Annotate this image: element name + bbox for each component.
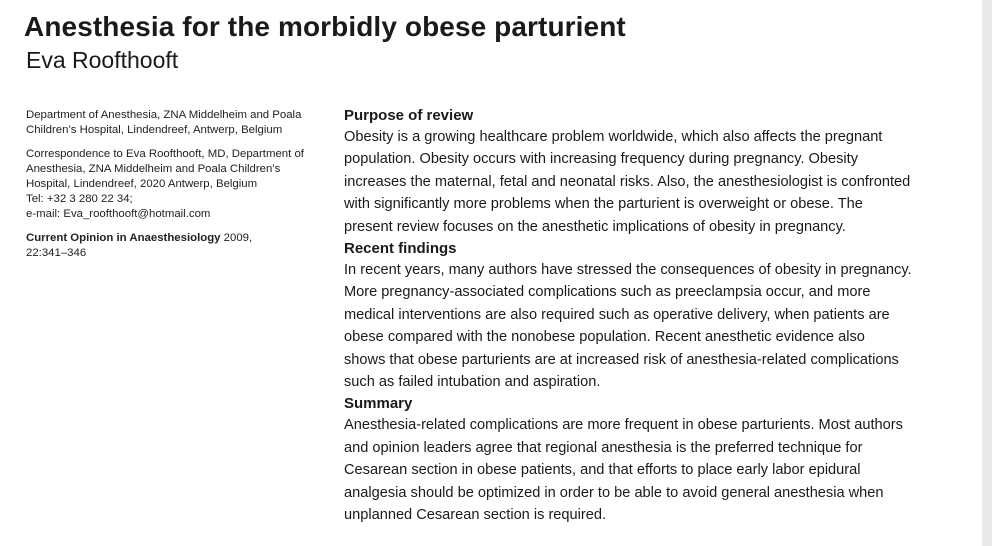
abstract-line: and opinion leaders agree that regional anesthesia is the preferred technique for [344,439,863,456]
section-recent-findings [344,238,964,393]
abstract-line: such as failed intubation and aspiration. [344,374,601,391]
section-heading: Purpose of review [344,107,474,124]
abstract-line: More pregnancy-associated complications such as preeclampsia occur, and more [344,284,871,301]
abstract-line: medical interventions are also required such as operative delivery, when patients are [344,306,890,323]
correspondence-line: Hospital, Lindendreef, 2020 Antwerp, Belgium [26,178,258,190]
correspondence [26,147,331,222]
abstract-line: with significantly more problems when the parturient is overweight or obese. The [344,196,863,213]
affiliation [26,108,331,138]
section-heading: Recent findings [344,240,457,258]
abstract-line: Cesarean section in obese patients, and that efforts to place early labor epidural [344,462,861,479]
abstract-line: Anesthesia-related complications are more frequent in obese parturients. Most authors [344,417,903,434]
journal-pages: 22:341–346 [26,247,87,259]
section-summary [344,393,964,526]
correspondence-line: Anesthesia, ZNA Middelheim and Poala Children’s [26,163,281,175]
abstract-line: In recent years, many authors have stressed the consequences of obesity in pregnancy. [344,262,912,279]
abstract-line: obese compared with the nonobese population. Recent anesthetic evidence also [344,329,865,346]
section-purpose-of-review [344,105,964,238]
abstract-line: analgesia should be optimized in order to be able to avoid general anesthesia when [344,484,884,501]
correspondence-phone: Tel: +32 3 280 22 34; [26,193,133,205]
abstract-line: population. Obesity occurs with increasing frequency during pregnancy. Obesity [344,151,859,168]
article-title: Anesthesia for the morbidly obese parturient [24,11,626,42]
journal-citation [26,231,331,261]
correspondence-email[interactable]: e-mail: Eva_roofthooft@hotmail.com [26,208,211,220]
affiliation-line: Children’s Hospital, Lindendreef, Antwerp, Belgium [26,124,283,136]
section-heading: Summary [344,395,413,413]
article-sidebar [26,108,331,270]
abstract-line: Obesity is a growing healthcare problem worldwide, which also affects the pregnant [344,129,883,145]
journal-name: Current Opinion in Anaesthesiology [26,232,221,244]
article-author: Eva Roofthooft [26,47,179,73]
correspondence-line: Correspondence to Eva Roofthooft, MD, Department of [26,148,304,160]
journal-year: 2009, [220,232,253,244]
abstract-line: increases the maternal, fetal and neonatal risks. Also, the anesthesiologist is confronted [344,173,911,190]
page-edge-shadow [982,0,992,546]
abstract-line: shows that obese parturients are at increased risk of anesthesia-related complications [344,351,899,368]
abstract [344,105,964,527]
abstract-line: unplanned Cesarean section is required. [344,507,607,524]
affiliation-line: Department of Anesthesia, ZNA Middelheim and Poala [26,109,302,121]
abstract-line: present review focuses on the anesthetic implications of obesity in pregnancy. [344,218,846,235]
